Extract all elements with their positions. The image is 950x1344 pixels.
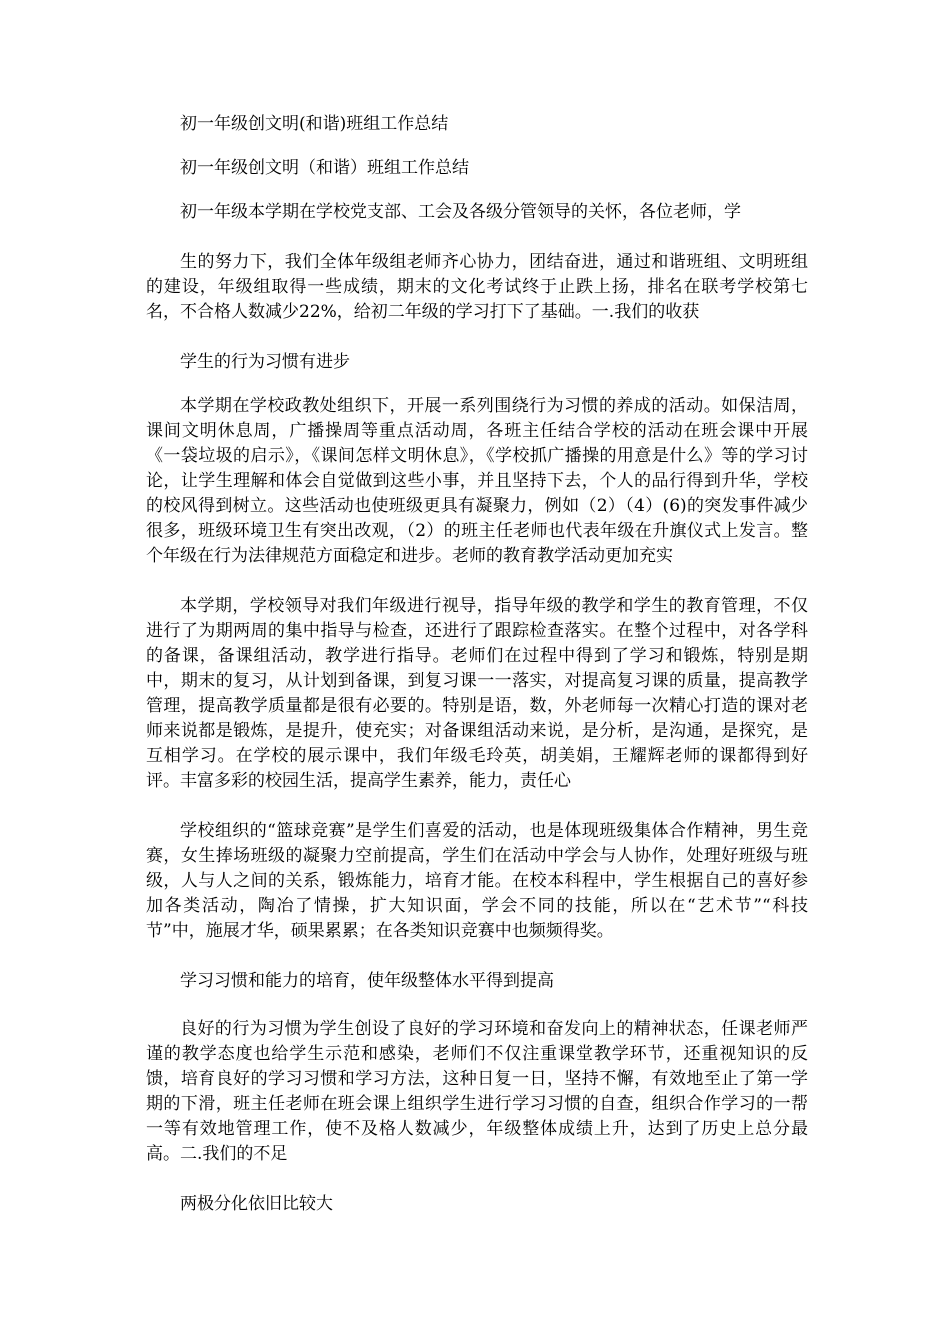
document-page — [146, 112, 808, 1242]
document-subtitle: 初一年级创文明（和谐）班组工作总结 — [180, 158, 469, 178]
document-title: 初一年级创文明(和谐)班组工作总结 — [180, 114, 449, 134]
section-heading-gap: 两极分化依旧比较大 — [180, 1194, 333, 1214]
paragraph-intro: 初一年级本学期在学校党支部、工会及各级分管领导的关怀，各位老师，学 — [180, 202, 741, 222]
section-heading-habits: 学习习惯和能力的培育，使年级整体水平得到提高 — [180, 971, 554, 991]
section-heading-behavior: 学生的行为习惯有进步 — [180, 352, 350, 372]
paragraph-summary: 生的努力下，我们全体年级组老师齐心协力，团结奋进，通过和谐班组、文明班组的建设，年级组取得一些成绩，期末的文化考试终于止跌上扬，排名在联考学校第七名，不合格人数减少22%，给初二年级的学习打下了基础。一.我们的收获 — [146, 252, 808, 322]
paragraph-teaching: 本学期，学校领导对我们年级进行视导，指导年级的教学和学生的教育管理，不仅进行了为期两周的集中指导与检查，还进行了跟踪检查落实。在整个过程中，对各学科的备课，备课组活动，教学进行指导。老师们在过程中得到了学习和锻炼，特别是期中，期末的复习，从计划到备课，到复习课一一落实，对提高复习课的质量，提高教学管理，提高教学质量都是很有必要的。特别是语，数，外老师每一次精心打造的课对老师来说都是锻炼，是提升，使充实；对备课组活动来说，是分析，是沟通，是探究，是互相学习。在学校的展示课中，我们年级毛玲英，胡美娟，王耀辉老师的课都得到好评。丰富多彩的校园生活，提高学生素养，能力，责任心 — [146, 596, 808, 791]
paragraph-behavior: 本学期在学校政教处组织下，开展一系列围绕行为习惯的养成的活动。如保洁周，课间文明休息周，广播操周等重点活动周，各班主任结合学校的活动在班会课中开展《一袋垃圾的启示》，《课间怎样文明休息》，《学校抓广播操的用意是什么》等的学习讨论，让学生理解和体会自觉做到这些小事，并且坚持下去，个人的品行得到升华，学校的校风得到树立。这些活动也使班级更具有凝聚力，例如（2）（4）(6)的突发事件减少很多，班级环境卫生有突出改观，（2）的班主任老师也代表年级在升旗仪式上发言。整个年级在行为法律规范方面稳定和进步。老师的教育教学活动更加充实 — [146, 396, 808, 566]
paragraph-activities: 学校组织的“篮球竞赛”是学生们喜爱的活动，也是体现班级集体合作精神，男生竞赛，女生捧场班级的凝聚力空前提高，学生们在活动中学会与人协作，处理好班级与班级，人与人之间的关系，锻炼能力，培育才能。在校本科程中，学生根据自己的喜好参加各类活动，陶冶了情操，扩大知识面，学会不同的技能，所以在“艺术节”“科技节”中，施展才华，硕果累累；在各类知识竞赛中也频频得奖。 — [146, 821, 808, 941]
paragraph-habits: 良好的行为习惯为学生创设了良好的学习环境和奋发向上的精神状态，任课老师严谨的教学态度也给学生示范和感染，老师们不仅注重课堂教学环节，还重视知识的反馈，培育良好的学习习惯和学习方法，这种日复一日，坚持不懈，有效地至止了第一学期的下滑，班主任老师在班会课上组织学生进行学习习惯的自查，组织合作学习的一帮一等有效地管理工作，使不及格人数减少，年级整体成绩上升，达到了历史上总分最高。二.我们的不足 — [146, 1019, 808, 1164]
